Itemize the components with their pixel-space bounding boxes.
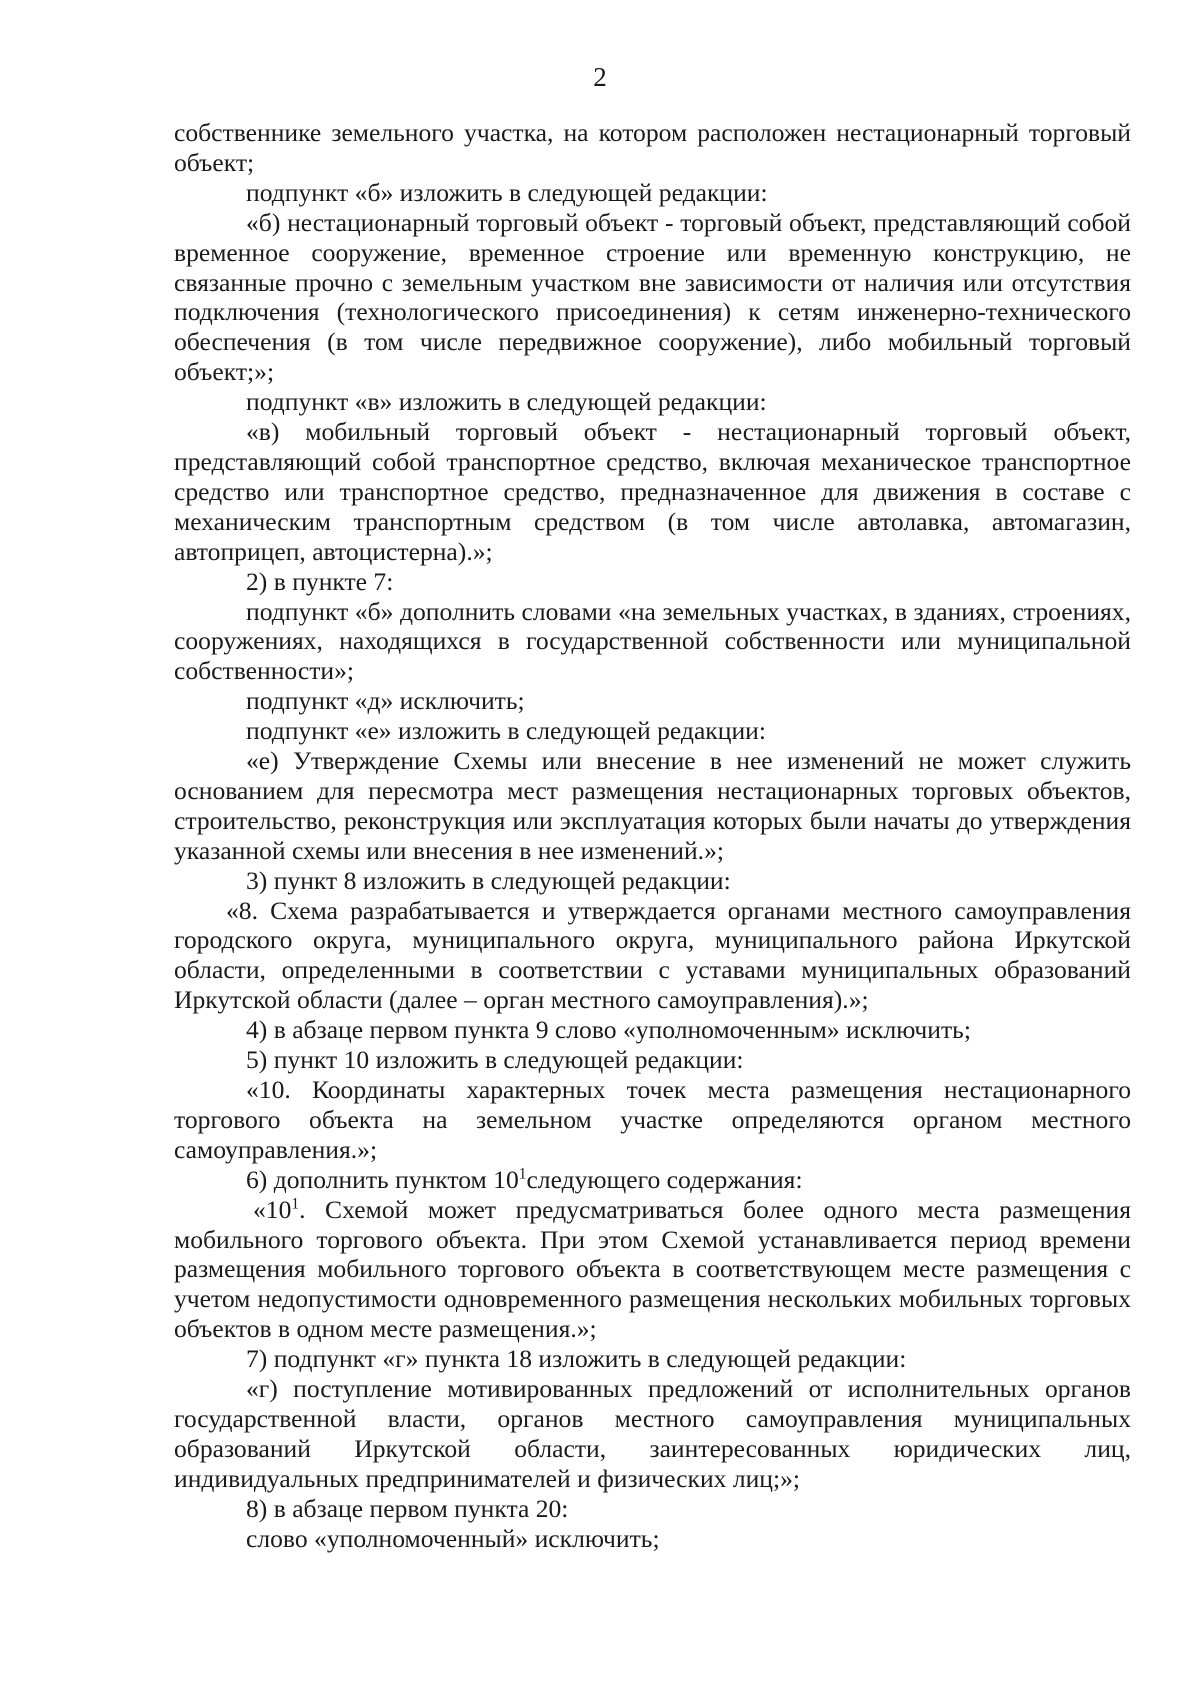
paragraph-part: «10	[253, 1194, 292, 1224]
paragraph: 5) пункт 10 изложить в следующей редакции:	[246, 1045, 744, 1075]
paragraph: «б) нестационарный торговый объект - торговый объект, представляющий собой временное сооружение, временное строение или временную конструкцию, не связанные прочно с земельным участком вне зависимости от наличия или отсутствия подключения (технологического присоединения) к сетям инженерно-технического обеспечения (в том числе передвижное сооружение), либо мобильный торговый объект;»;	[174, 207, 1131, 387]
paragraph-part: 6) дополнить пунктом 10	[246, 1164, 519, 1194]
paragraph: подпункт «б» изложить в следующей редакции:	[246, 177, 768, 207]
paragraph: «10. Координаты характерных точек места размещения нестационарного торгового объекта на земельном участке определяются органом местного самоуправления.»;	[174, 1075, 1131, 1164]
paragraph: «8. Схема разрабатывается и утверждается органами местного самоуправления городского округа, муниципального округа, муниципального района Иркутской области, определенными в соответствии с уставами муниципальных образований Иркутской области (далее – орган местного самоуправления).»;	[174, 895, 1131, 1015]
paragraph: 7) подпункт «г» пункта 18 изложить в следующей редакции:	[246, 1344, 907, 1374]
paragraph: слово «уполномоченный» исключить;	[246, 1523, 660, 1553]
superscript: 1	[291, 1195, 300, 1213]
paragraph: подпункт «д» исключить;	[246, 686, 525, 716]
paragraph-with-superscript	[174, 1165, 1131, 1195]
paragraph: подпункт «е» изложить в следующей редакции:	[246, 716, 766, 746]
page-number: 2	[593, 62, 607, 92]
paragraph: 8) в абзаце первом пункта 20:	[246, 1493, 569, 1523]
paragraph: «г) поступление мотивированных предложений от исполнительных органов государственной власти, органов местного самоуправления муниципальных образований Иркутской области, заинтересованных юридических лиц, индивидуальных предпринимателей и физических лиц;»;	[174, 1374, 1131, 1493]
paragraph: подпункт «в» изложить в следующей редакции:	[246, 387, 767, 417]
superscript: 1	[518, 1165, 527, 1183]
paragraph: собственнике земельного участка, на котором расположен нестационарный торговый объект;	[174, 118, 1131, 177]
paragraph-with-superscript	[174, 1195, 1131, 1345]
paragraph: «е) Утверждение Схемы или внесение в нее изменений не может служить основанием для пересмотра мест размещения нестационарных торговых объектов, строительство, реконструкция или эксплуатация которых были начаты до утверждения указанной схемы или внесения в нее изменений.»;	[174, 746, 1131, 865]
paragraph: подпункт «б» дополнить словами «на земельных участках, в зданиях, строениях, сооружениях, находящихся в государственной собственности или муниципальной собственности»;	[174, 596, 1131, 686]
paragraph-part: . Схемой может предусматриваться более одного места размещения мобильного торгового объекта. При этом Схемой устанавливается период времени размещения мобильного торгового объекта в соответствующем месте размещения с учетом недопустимости одновременного размещения нескольких мобильных торговых объектов в одном месте размещения.»;	[174, 1194, 1131, 1344]
document-body	[174, 118, 1131, 1554]
paragraph: 3) пункт 8 изложить в следующей редакции:	[246, 865, 731, 895]
paragraph: 4) в абзаце первом пункта 9 слово «уполномоченным» исключить;	[246, 1015, 971, 1045]
paragraph: 2) в пункте 7:	[246, 566, 394, 596]
paragraph: «в) мобильный торговый объект - нестационарный торговый объект, представляющий собой транспортное средство, включая механическое транспортное средство или транспортное средство, предназначенное для движения в составе с механическим транспортным средством (в том числе автолавка, автомагазин, автоприцеп, автоцистерна).»;	[174, 417, 1131, 566]
paragraph-part: следующего содержания:	[526, 1164, 803, 1194]
